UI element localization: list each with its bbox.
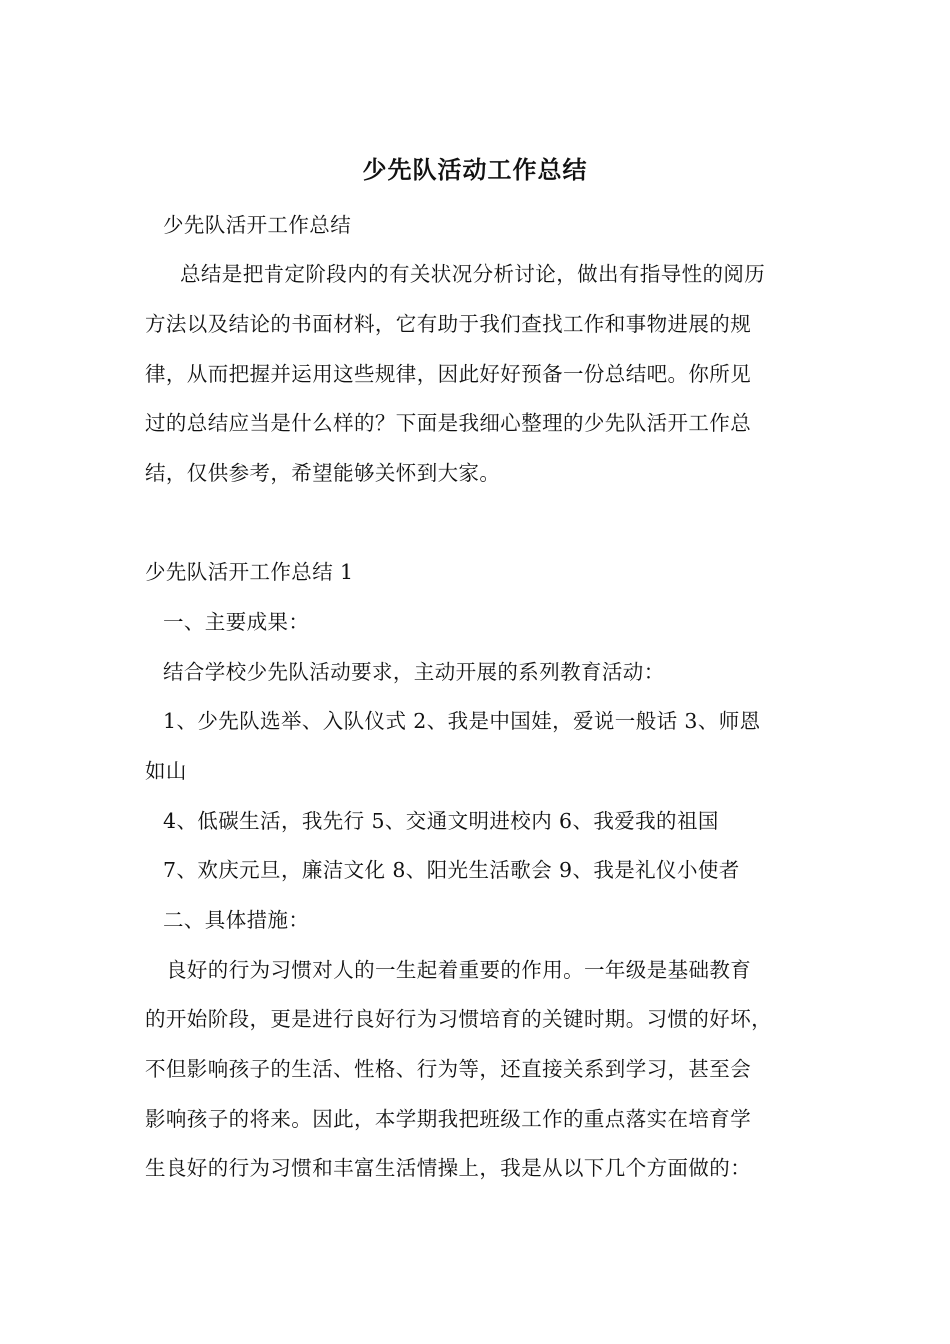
paragraph-line: 过的总结应当是什么样的？下面是我细心整理的少先队活开工作总 [145,411,752,435]
paragraph-line: 结，仅供参考，希望能够关怀到大家。 [145,461,501,485]
paragraph-line: 结合学校少先队活动要求，主动开展的系列教育活动： [163,660,665,684]
list-line: 如山 [145,759,187,783]
paragraph-line: 的开始阶段，更是进行良好行为习惯培育的关键时期。习惯的好坏， [145,1007,772,1031]
section-subheading: 二、具体措施： [163,908,310,932]
list-line: 4、低碳生活，我先行 5、交通文明进校内 6、我爱我的祖国 [163,809,719,833]
paragraph-line: 方法以及结论的书面材料，它有助于我们查找工作和事物进展的规 [145,312,752,336]
section-heading: 少先队活开工作总结 1 [145,560,354,584]
list-line: 1、少先队选举、入队仪式 2、我是中国娃，爱说一般话 3、师恩 [163,709,761,733]
paragraph-line: 总结是把肯定阶段内的有关状况分析讨论，做出有指导性的阅历 [180,262,766,286]
paragraph-line: 影响孩子的将来。因此，本学期我把班级工作的重点落实在培育学 [145,1107,752,1131]
paragraph-line: 生良好的行为习惯和丰富生活情操上，我是从以下几个方面做的： [145,1156,752,1180]
paragraph-line: 良好的行为习惯对人的一生起着重要的作用。一年级是基础教育 [166,958,752,982]
subtitle-line: 少先队活开工作总结 [163,213,352,237]
paragraph-line: 不但影响孩子的生活、性格、行为等，还直接关系到学习，甚至会 [145,1057,752,1081]
paragraph-line: 律，从而把握并运用这些规律，因此好好预备一份总结吧。你所见 [145,362,752,386]
document-title: 少先队活动工作总结 [362,156,588,184]
list-line: 7、欢庆元旦，廉洁文化 8、阳光生活歌会 9、我是礼仪小使者 [163,858,740,882]
section-subheading: 一、主要成果： [163,610,310,634]
